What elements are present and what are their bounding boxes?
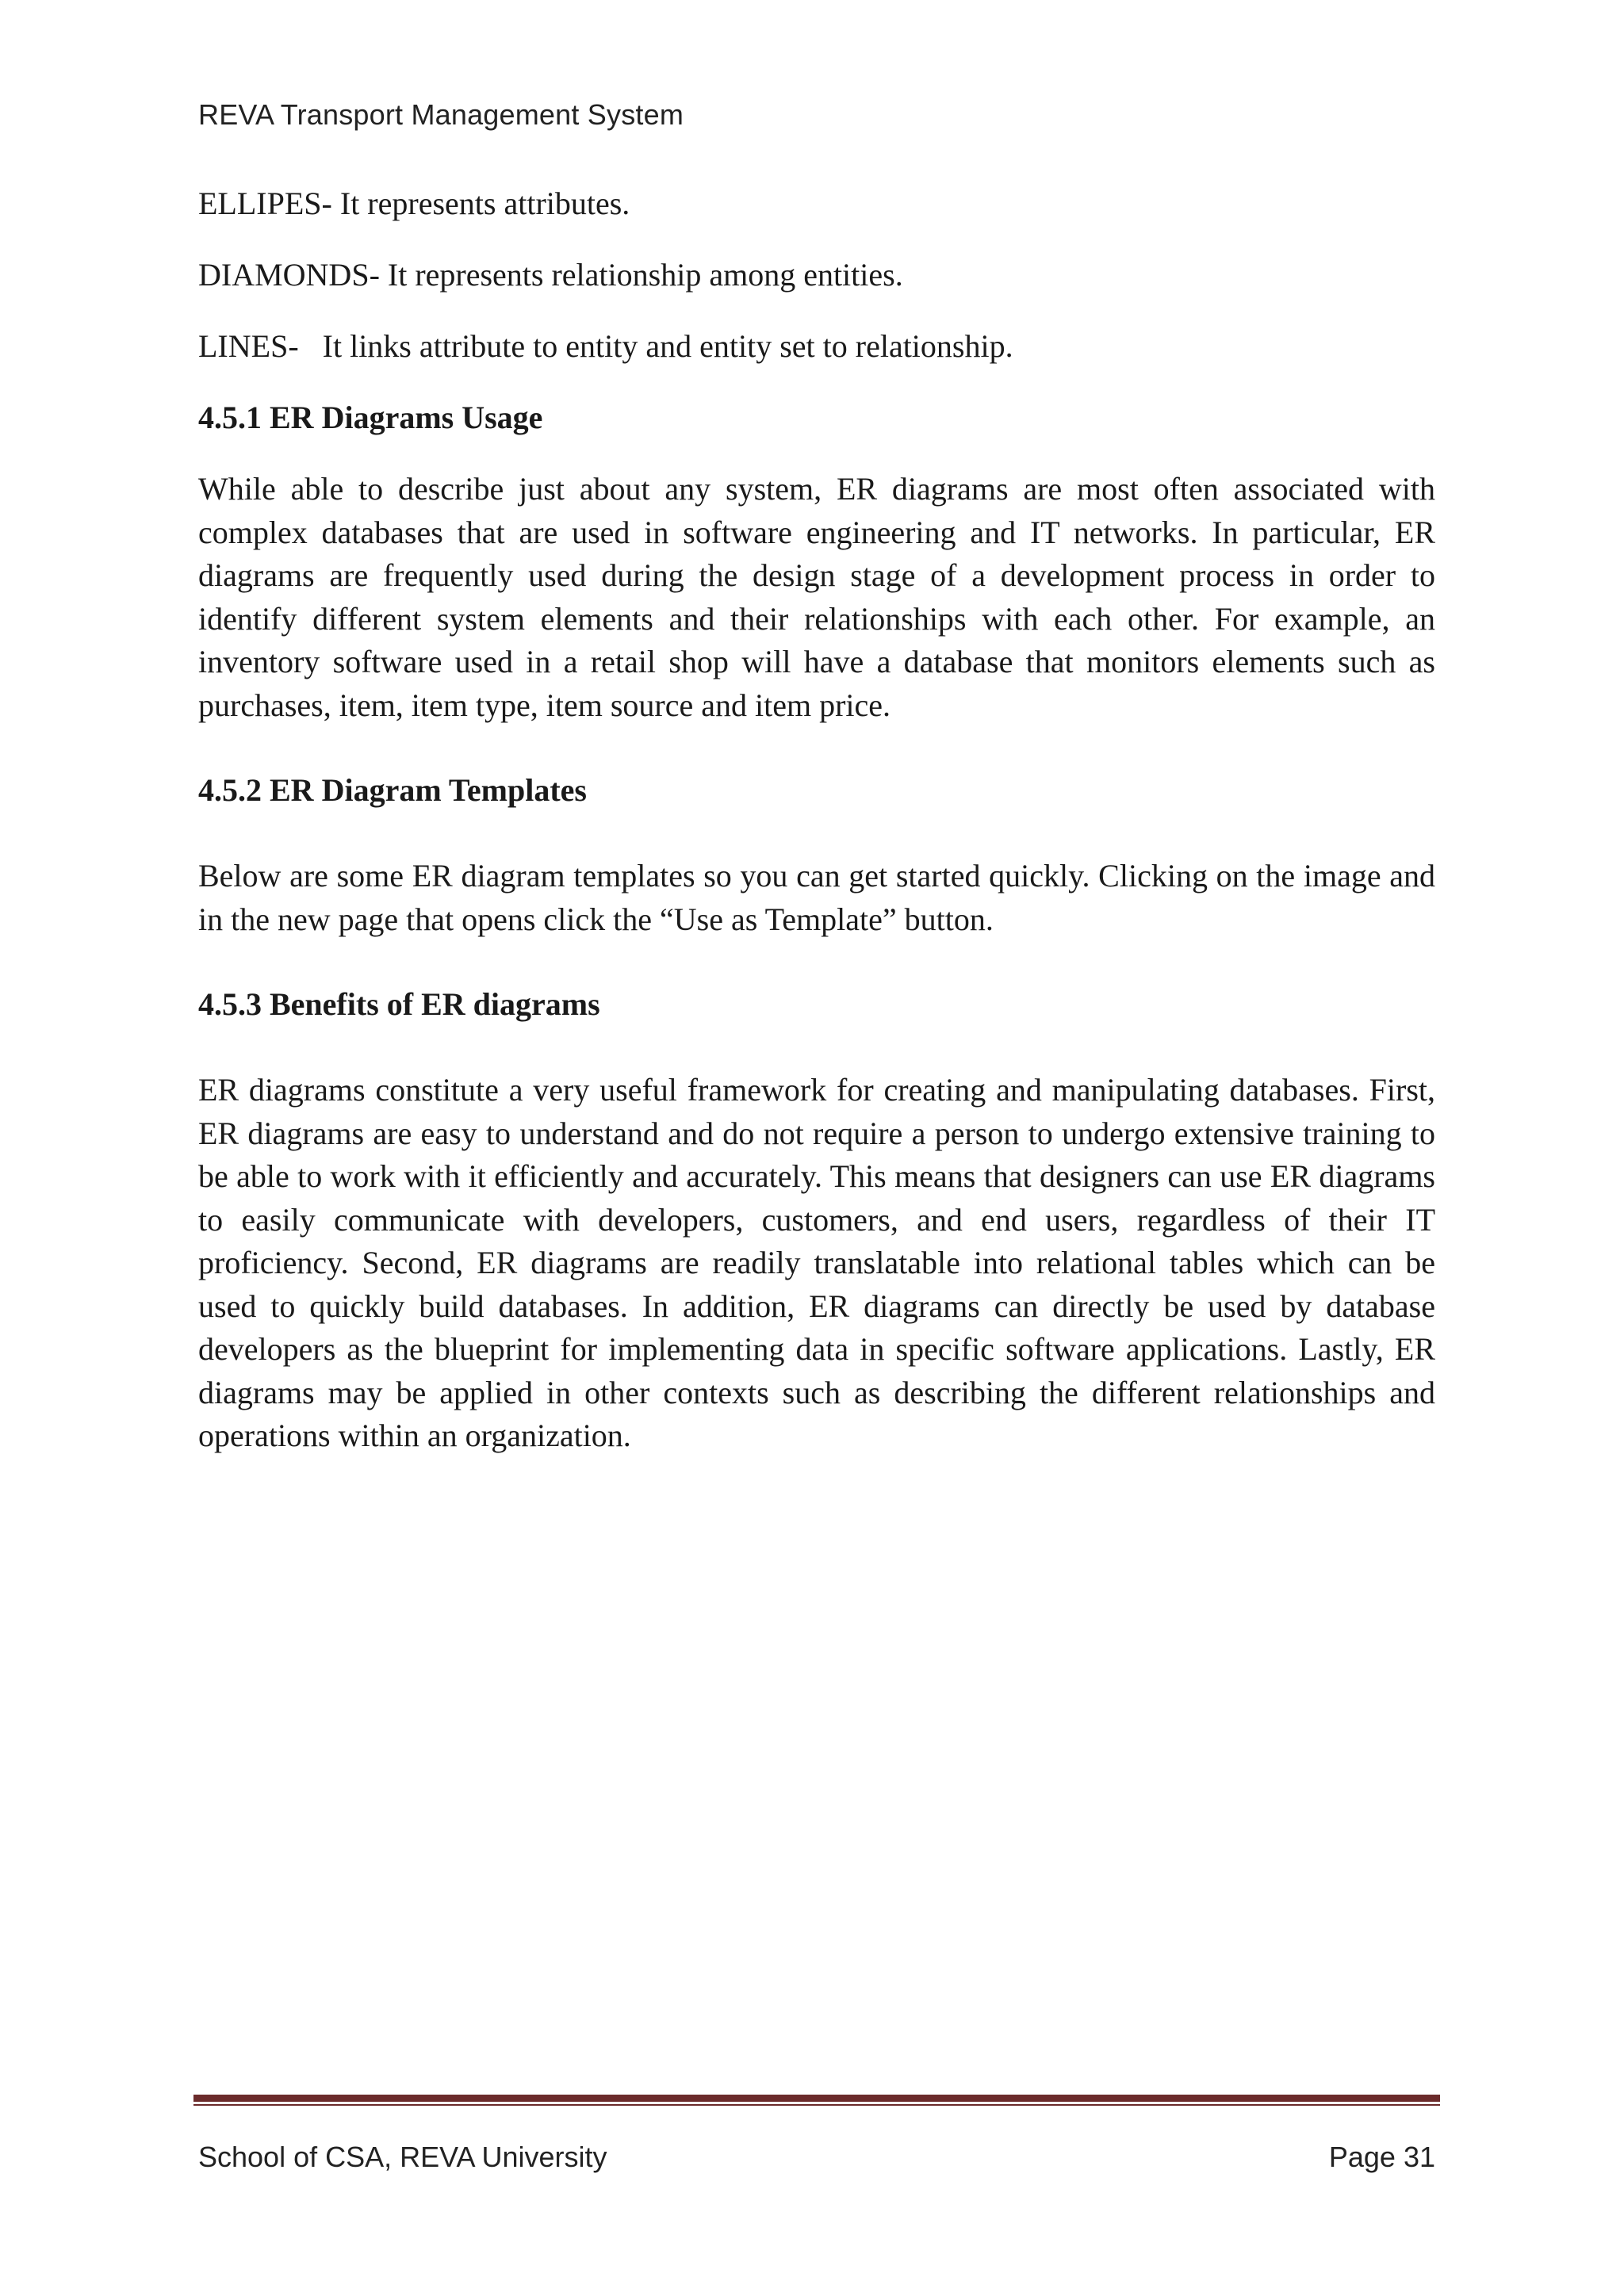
section-heading-templates: 4.5.2 ER Diagram Templates <box>198 772 587 808</box>
section-body-benefits: ER diagrams constitute a very useful framework for creating and manipulating databases. First, ER diagrams are easy to understand and do not require a person to undergo extensive training to be able to work with it efficiently and accurately. This means that designers can use ER diagrams to easily communicate with developers, customers, and end users, regardless of their IT proficiency. Second, ER diagrams are readily translatable into relational tables which can be used to quickly build databases. In addition, ER diagrams can directly be used by database developers as the blueprint for implementing data in specific software applications. Lastly, ER diagrams may be applied in other contexts such as describing the different relationships and operations within an organization. <box>198 1072 1435 1453</box>
footer-divider-thick <box>193 2095 1440 2102</box>
definition-term: ELLIPES- <box>198 186 332 221</box>
section-heading-benefits: 4.5.3 Benefits of ER diagrams <box>198 986 600 1022</box>
definition-term: DIAMONDS- <box>198 257 380 293</box>
definition-text: It represents attributes. <box>331 186 630 221</box>
definition-text: It represents relationship among entities. <box>379 257 903 293</box>
definition-term: LINES- <box>198 328 299 364</box>
page-number: Page 31 <box>1328 2141 1435 2173</box>
section-body-templates: Below are some ER diagram templates so you can get started quickly. Clicking on the image and in the new page that opens click the “Use as Template” button. <box>198 858 1435 937</box>
running-header: REVA Transport Management System <box>198 98 684 131</box>
definition-diamonds <box>198 254 903 297</box>
section-heading-usage: 4.5.1 ER Diagrams Usage <box>198 400 543 435</box>
footer-institution: School of CSA, REVA University <box>198 2141 607 2173</box>
footer-divider <box>193 2095 1440 2106</box>
definition-ellipses <box>198 182 630 226</box>
definition-text: It links attribute to entity and entity set to relationship. <box>298 328 1013 364</box>
footer-divider-thin <box>193 2104 1440 2106</box>
definition-lines <box>198 325 1013 369</box>
section-body-usage: While able to describe just about any system, ER diagrams are most often associated with complex databases that are used in software engineering and IT networks. In particular, ER diagrams are frequently used during the design stage of a development process in order to identify different system elements and their relationships with each other. For example, an inventory software used in a retail shop will have a database that monitors elements such as purchases, item, item type, item source and item price. <box>198 471 1435 723</box>
